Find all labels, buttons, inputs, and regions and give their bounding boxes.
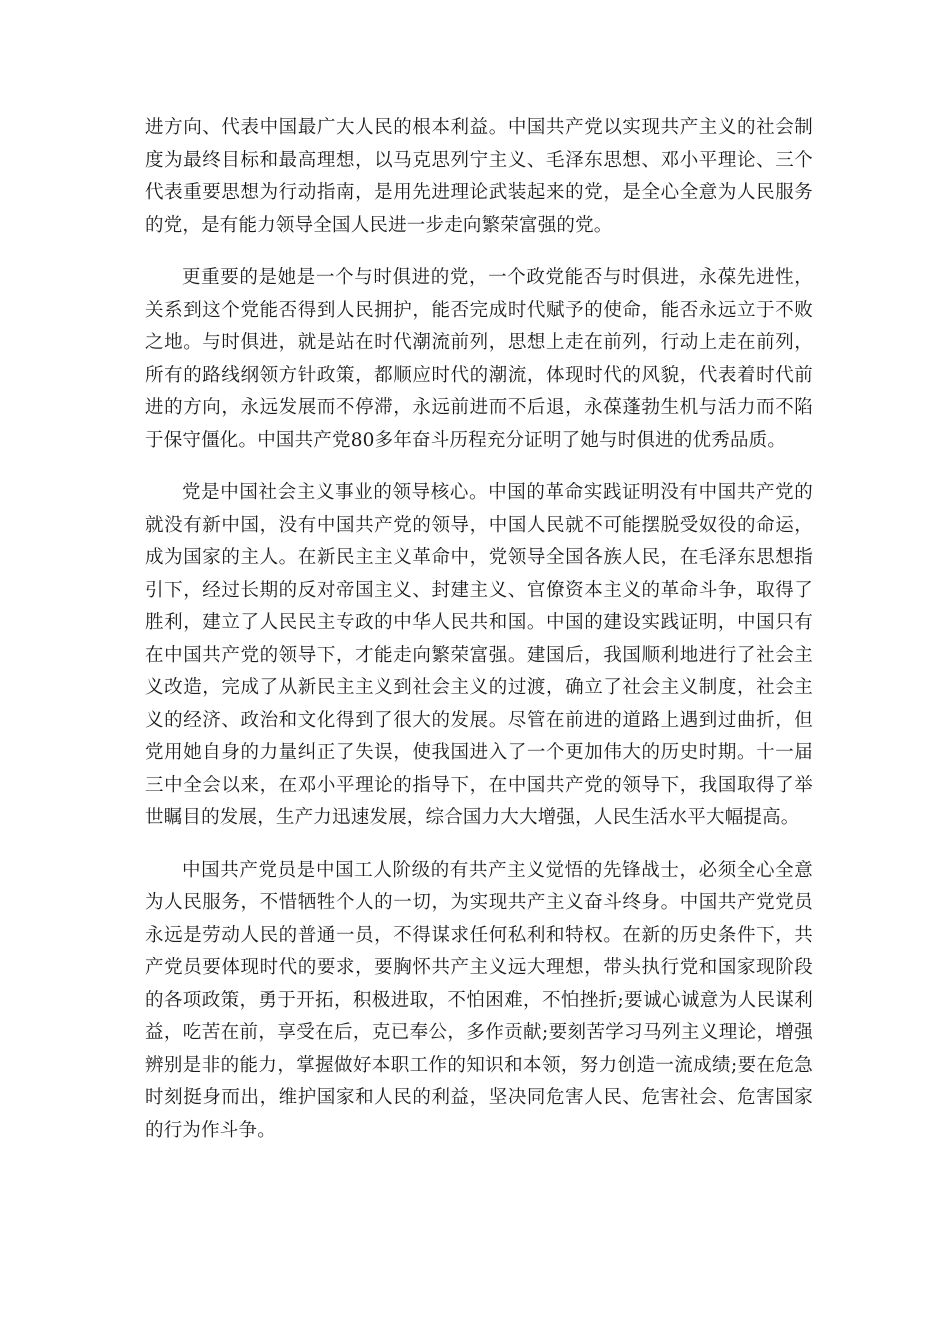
paragraph-2: 更重要的是她是一个与时俱进的党，一个政党能否与时俱进，永葆先进性，关系到这个党能否得到人民拥护，能否完成时代赋予的使命，能否永远立于不败之地。与时俱进，就是站在时代潮流前列，思想上走在前列，行动上走在前列，所有的路线纲领方针政策，都顺应时代的潮流，体现时代的风貌，代表着时代前进的方向，永远发展而不停滞，永远前进而不后退，永葆蓬勃生机与活力而不陷于保守僵化。中国共产党80多年奋斗历程充分证明了她与时俱进的优秀品质。 — [145, 267, 813, 451]
paragraph-3: 党是中国社会主义事业的领导核心。中国的革命实践证明没有中国共产党的就没有新中国，没有中国共产党的领导，中国人民就不可能摆脱受奴役的命运，成为国家的主人。在新民主主义革命中，党领导全国各族人民，在毛泽东思想指引下，经过长期的反对帝国主义、封建主义、官僚资本主义的革命斗争，取得了胜利，建立了人民民主专政的中华人民共和国。中国的建设实践证明，中国只有在中国共产党的领导下，才能走向繁荣富强。建国后，我国顺利地进行了社会主义改造，完成了从新民主主义到社会主义的过渡，确立了社会主义制度，社会主义的经济、政治和文化得到了很大的发展。尽管在前进的道路上遇到过曲折，但党用她自身的力量纠正了失误，使我国进入了一个更加伟大的历史时期。十一届三中全会以来，在邓小平理论的指导下，在中国共产党的领导下，我国取得了举世瞩目的发展，生产力迅速发展，综合国力大大增强，人民生活水平大幅提高。 — [145, 482, 813, 828]
paragraph-1: 进方向、代表中国最广大人民的根本利益。中国共产党以实现共产主义的社会制度为最终目标和最高理想，以马克思列宁主义、毛泽东思想、邓小平理论、三个代表重要思想为行动指南，是用先进理论武装起来的党，是全心全意为人民服务的党，是有能力领导全国人民进一步走向繁荣富强的党。 — [145, 117, 813, 236]
document-body — [145, 112, 813, 1167]
paragraph-4: 中国共产党员是中国工人阶级的有共产主义觉悟的先锋战士，必须全心全意为人民服务，不惜牺牲个人的一切，为实现共产主义奋斗终身。中国共产党党员永远是劳动人民的普通一员，不得谋求任何私利和特权。在新的历史条件下，共产党员要体现时代的要求，要胸怀共产主义远大理想，带头执行党和国家现阶段的各项政策，勇于开拓，积极进取，不怕困难，不怕挫折;要诚心诚意为人民谋利益，吃苦在前，享受在后，克已奉公，多作贡献;要刻苦学习马列主义理论，增强辨别是非的能力，掌握做好本职工作的知识和本领，努力创造一流成绩;要在危急时刻挺身而出，维护国家和人民的利益，坚决同危害人民、危害社会、危害国家的行为作斗争。 — [145, 859, 813, 1141]
